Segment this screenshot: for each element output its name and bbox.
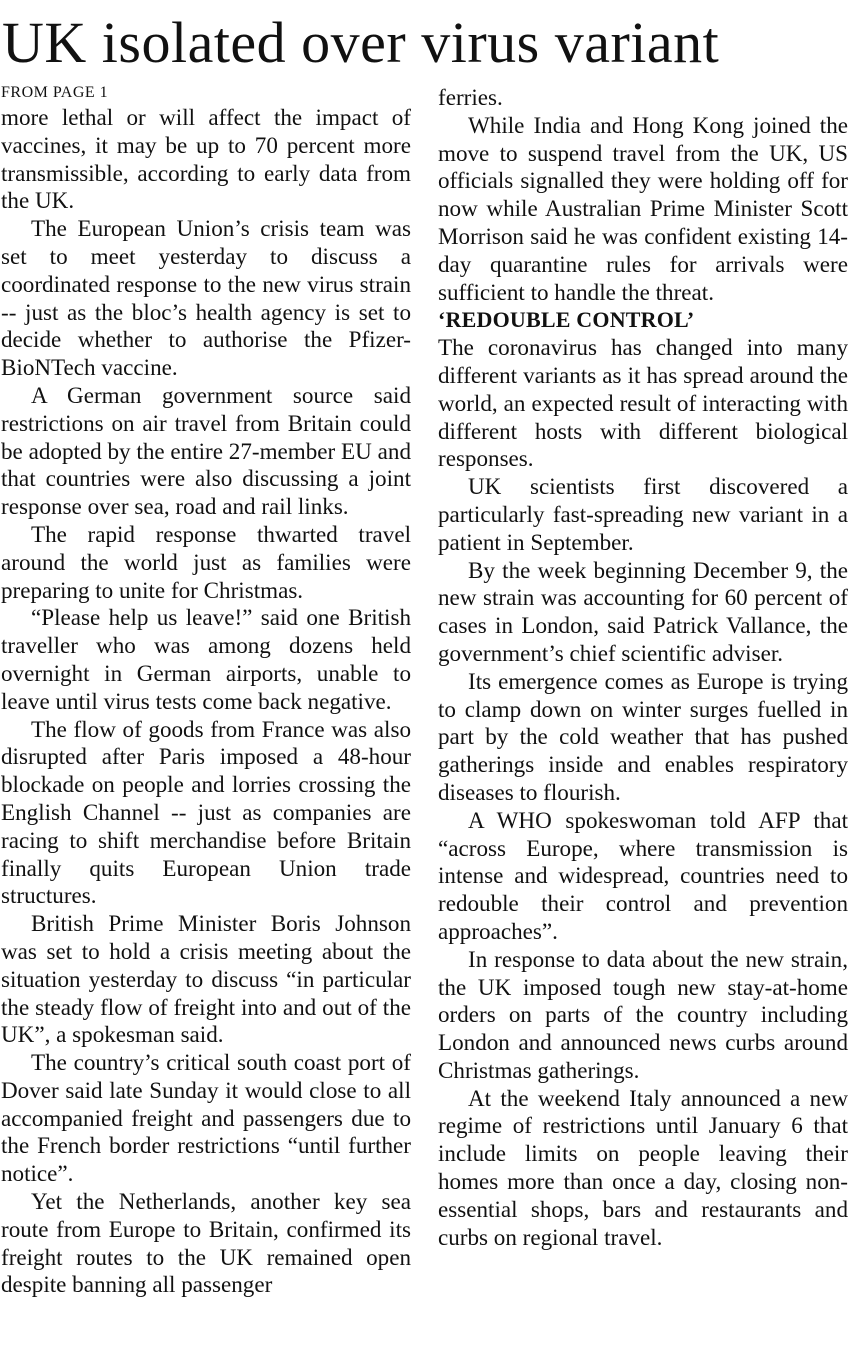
paragraph: A WHO spokeswoman told AFP that “across Europe, where transmission is intense and widespread, countries need to redouble their control and prevention approaches”. xyxy=(438,806,848,944)
paragraph: By the week beginning December 9, the new strain was accounting for 60 percent of cases in London, said Patrick Vallance, the government’s chief scientific adviser. xyxy=(438,556,848,666)
section-subhead: ‘REDOUBLE CONTROL’ xyxy=(438,307,695,333)
left-column xyxy=(1,82,411,1299)
paragraph: The coronavirus has changed into many different variants as it has spread around the world, an expected result of interacting with different hosts with different biological responses. xyxy=(438,334,848,472)
paragraph: Its emergence comes as Europe is trying to clamp down on winter surges fuelled in part by the cold weather that has pushed gatherings inside and enables respiratory diseases to flourish. xyxy=(438,667,848,805)
paragraph: Yet the Netherlands, another key sea route from Europe to Britain, confirmed its freight routes to the UK remained open despite banning all passenger xyxy=(1,1188,411,1298)
paragraph: The flow of goods from France was also disrupted after Paris imposed a 48-hour blockade on people and lorries crossing the English Channel -- just as companies are racing to shift merchandise before Britain finally quits European Union trade structures. xyxy=(1,715,411,909)
headline: UK isolated over virus variant xyxy=(2,10,720,75)
paragraph: “Please help us leave!” said one British traveller who was among dozens held overnight in German airports, unable to leave until virus tests come back negative. xyxy=(1,604,411,714)
right-column xyxy=(438,84,848,1251)
paragraph: A German government source said restrictions on air travel from Britain could be adopted by the entire 27-member EU and that countries were also discussing a joint response over sea, road and rail links. xyxy=(1,381,411,520)
paragraph: The rapid response thwarted travel around the world just as families were preparing to unite for Christmas. xyxy=(1,520,411,603)
paragraph: more lethal or will affect the impact of vaccines, it may be up to 70 percent more transmissible, according to early data from the UK. xyxy=(1,104,411,214)
paragraph: At the weekend Italy announced a new regime of restrictions until January 6 that include limits on people leaving their homes more than once a day, closing non-essential shops, bars and restaurants and curbs on regional travel. xyxy=(438,1084,848,1250)
paragraph: ferries. xyxy=(438,84,503,110)
paragraph: British Prime Minister Boris Johnson was set to hold a crisis meeting about the situation yesterday to discuss “in particular the steady flow of freight into and out of the UK”, a spokesman said. xyxy=(1,910,411,1048)
continuation-kicker: FROM PAGE 1 xyxy=(1,84,109,101)
paragraph: The European Union’s crisis team was set to meet yesterday to discuss a coordinated response to the new virus strain -- just as the bloc’s health agency is set to decide whether to authorise the Pfizer-BioNTech vaccine. xyxy=(1,215,411,381)
paragraph: While India and Hong Kong joined the move to suspend travel from the UK, US officials signalled they were holding off for now while Australian Prime Minister Scott Morrison said he was confident existing 14-day quarantine rules for arrivals were sufficient to handle the threat. xyxy=(438,111,848,305)
paragraph: UK scientists first discovered a particularly fast-spreading new variant in a patient in September. xyxy=(438,473,848,555)
paragraph: The country’s critical south coast port of Dover said late Sunday it would close to all accompanied freight and passengers due to the French border restrictions “until further notice”. xyxy=(1,1049,411,1187)
paragraph: In response to data about the new strain, the UK imposed tough new stay-at-home orders on parts of the country including London and announced news curbs around Christmas gatherings. xyxy=(438,945,848,1083)
